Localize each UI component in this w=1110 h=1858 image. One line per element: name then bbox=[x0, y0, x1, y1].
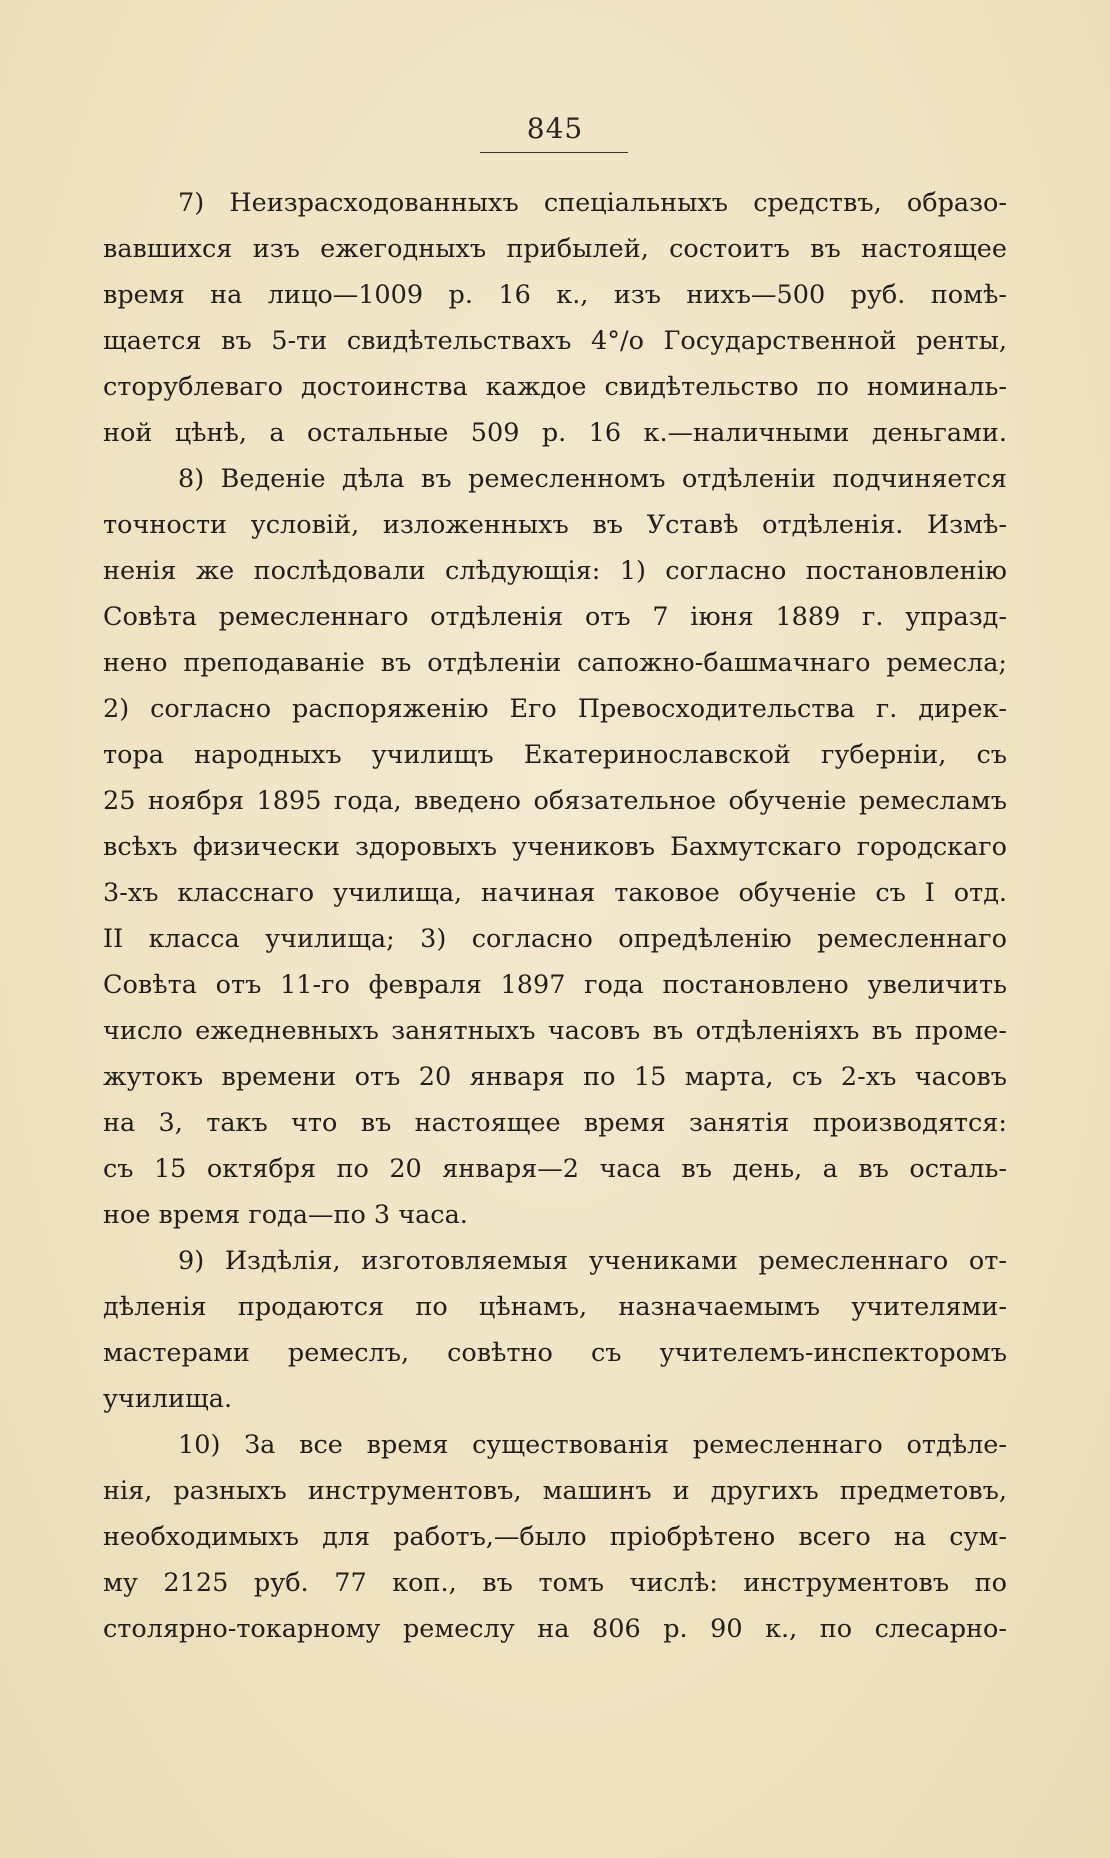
text-line: Совѣта ремесленнаго отдѣленія отъ 7 іюня 1889 г. упразд- bbox=[103, 602, 1007, 632]
text-line: II класса училища; 3) согласно опредѣленію ремесленнаго bbox=[103, 924, 1007, 954]
text-line: училища. bbox=[103, 1384, 233, 1414]
text-line: тора народныхъ училищъ Екатеринославской губерніи, съ bbox=[103, 740, 1007, 770]
text-line: ное время года—по 3 часа. bbox=[103, 1200, 468, 1230]
body-text bbox=[103, 180, 1007, 1652]
text-line: время на лицо—1009 р. 16 к., изъ нихъ—500 руб. помѣ- bbox=[103, 280, 1007, 310]
paragraph-8 bbox=[103, 456, 1007, 1238]
text-line: жутокъ времени отъ 20 января по 15 марта, съ 2-хъ часовъ bbox=[103, 1062, 1007, 1092]
text-line: 7) Неизрасходованныхъ спеціальныхъ средствъ, образо- bbox=[178, 188, 1007, 218]
text-line: щается въ 5-ти свидѣтельствахъ 4°/о Государственной ренты, bbox=[103, 326, 1007, 356]
text-line: дѣленія продаются по цѣнамъ, назначаемымъ учителями- bbox=[103, 1292, 1007, 1322]
text-line: вавшихся изъ ежегодныхъ прибылей, состоитъ въ настоящее bbox=[103, 234, 1007, 264]
paragraph-10 bbox=[103, 1422, 1007, 1652]
text-line: 3-хъ класснаго училища, начиная таковое обученіе съ I отд. bbox=[103, 878, 1007, 908]
text-line: сторублеваго достоинства каждое свидѣтельство по номиналь- bbox=[103, 372, 1007, 402]
text-line: на 3, такъ что въ настоящее время занятія производятся: bbox=[103, 1108, 1007, 1138]
text-line: 2) согласно распоряженію Его Превосходительства г. дирек- bbox=[103, 694, 1007, 724]
text-line: всѣхъ физически здоровыхъ учениковъ Бахмутскаго городскаго bbox=[103, 832, 1007, 862]
paragraph-7 bbox=[103, 180, 1007, 456]
text-line: ной цѣнѣ, а остальные 509 р. 16 к.—наличными деньгами. bbox=[103, 418, 1007, 448]
text-line: нено преподаваніе въ отдѣленіи сапожно-башмачнаго ремесла; bbox=[103, 648, 1007, 678]
text-line: необходимыхъ для работъ,—было пріобрѣтено всего на сум- bbox=[103, 1522, 1007, 1552]
text-line: 10) За все время существованія ремесленнаго отдѣле- bbox=[178, 1430, 1007, 1460]
text-line: столярно-токарному ремеслу на 806 р. 90 к., по слесарно- bbox=[103, 1614, 1007, 1644]
text-line: съ 15 октября по 20 января—2 часа въ день, а въ осталь- bbox=[103, 1154, 1007, 1184]
text-line: 25 ноября 1895 года, введено обязательное обученіе ремесламъ bbox=[103, 786, 1007, 816]
page-number: 845 bbox=[526, 112, 584, 145]
text-line: Совѣта отъ 11-го февраля 1897 года постановлено увеличить bbox=[103, 970, 1007, 1000]
page-number-rule bbox=[480, 152, 628, 153]
text-line: точности условій, изложенныхъ въ Уставѣ отдѣленія. Измѣ- bbox=[103, 510, 1007, 540]
text-line: 9) Издѣлія, изготовляемыя учениками ремесленнаго от- bbox=[178, 1246, 1007, 1276]
text-line: нія, разныхъ инструментовъ, машинъ и другихъ предметовъ, bbox=[103, 1476, 1007, 1506]
paragraph-9 bbox=[103, 1238, 1007, 1422]
text-line: число ежедневныхъ занятныхъ часовъ въ отдѣленіяхъ въ проме- bbox=[103, 1016, 1007, 1046]
text-line: 8) Веденіе дѣла въ ремесленномъ отдѣленіи подчиняется bbox=[178, 464, 1007, 494]
text-line: му 2125 руб. 77 коп., въ томъ числѣ: инструментовъ по bbox=[103, 1568, 1007, 1598]
text-line: мастерами ремеслъ, совѣтно съ учителемъ-инспекторомъ bbox=[103, 1338, 1007, 1368]
text-line: ненія же послѣдовали слѣдующія: 1) согласно постановленію bbox=[103, 556, 1007, 586]
